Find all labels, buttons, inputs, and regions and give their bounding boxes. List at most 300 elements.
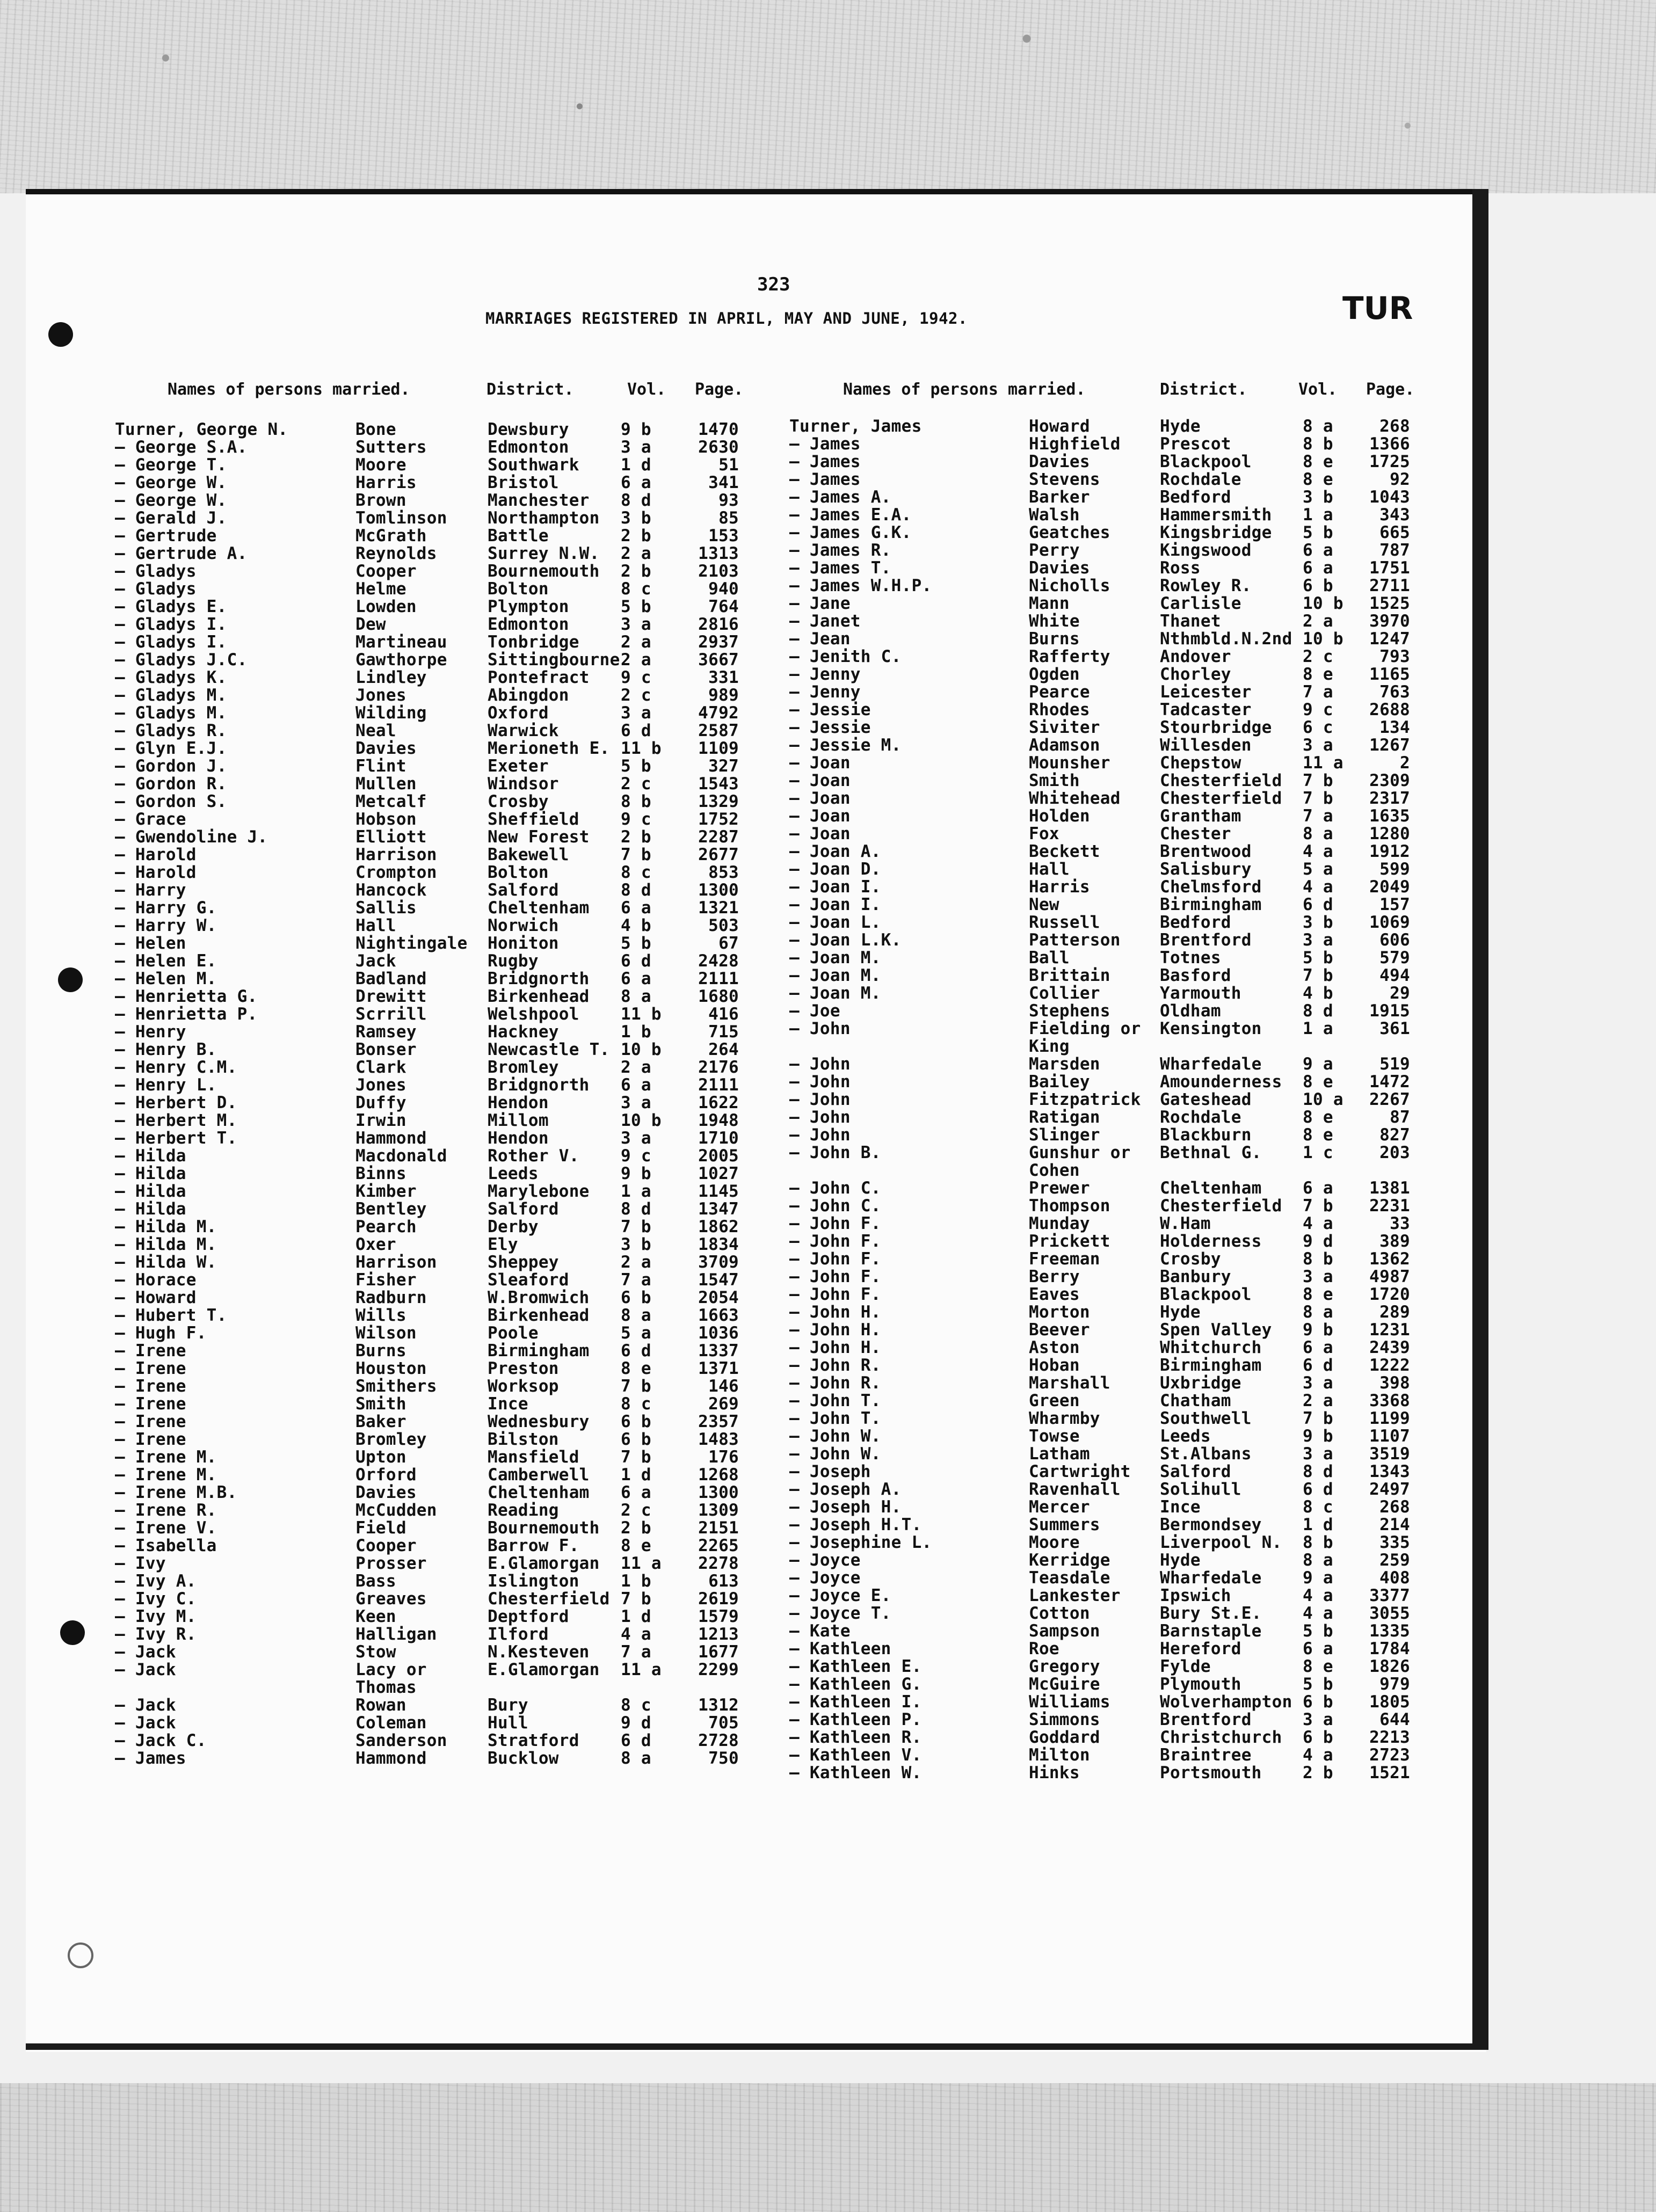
entry-volume: 3 a — [1303, 1267, 1333, 1286]
entry-given-name: — Jack — [115, 1660, 176, 1679]
entry-district: Mansfield — [488, 1447, 579, 1467]
entry-page: 644 — [1379, 1710, 1410, 1729]
register-entry — [0, 417, 1656, 434]
entry-volume: 6 a — [621, 969, 651, 988]
register-entry — [0, 1675, 1656, 1692]
entry-volume: 1 d — [1303, 1515, 1333, 1534]
entry-district: Marylebone — [488, 1182, 590, 1201]
register-entry — [0, 1391, 1656, 1409]
entry-page: 1862 — [698, 1217, 739, 1236]
entry-district: Sittingbourne — [488, 650, 620, 670]
entry-district: Rochdale — [1160, 1108, 1241, 1127]
entry-district: Hull — [488, 1713, 528, 1733]
entry-spouse-surname: Holden — [1029, 806, 1090, 826]
entry-district: Blackpool — [1160, 452, 1252, 471]
entry-given-name: — Henrietta G. — [115, 987, 258, 1006]
entry-volume: 10 b — [621, 1040, 662, 1059]
register-entry — [0, 806, 1656, 824]
entry-spouse-surname: Lindley — [355, 668, 427, 687]
entry-district: Solihull — [1160, 1480, 1241, 1499]
section-code: TUR — [1342, 290, 1413, 326]
entry-page: 87 — [1390, 1108, 1410, 1127]
entry-district: Reading — [488, 1501, 559, 1520]
entry-given-name: — Herbert M. — [115, 1111, 237, 1130]
entry-page: 153 — [708, 526, 739, 545]
entry-district: Hyde — [1160, 417, 1201, 436]
entry-volume: 6 a — [1303, 1178, 1333, 1198]
entry-given-name: — Ivy C. — [115, 1589, 197, 1609]
entry-volume: 9 d — [621, 1713, 651, 1733]
entry-page: 2317 — [1369, 789, 1410, 808]
page-number: 323 — [757, 274, 790, 295]
entry-volume: 8 e — [1303, 1285, 1333, 1304]
entry-spouse-surname: Rowan — [355, 1696, 406, 1715]
entry-spouse-surname: Harrison — [355, 1253, 437, 1272]
entry-district: Sheffield — [488, 810, 579, 829]
entry-spouse-surname: Pearch — [355, 1217, 417, 1236]
entry-given-name: — Jane — [789, 594, 851, 613]
entry-spouse-surname: Wharmby — [1029, 1409, 1100, 1428]
entry-given-name: — Helen E. — [115, 951, 217, 971]
register-entry — [0, 1356, 1656, 1373]
entry-given-name: — Harry — [115, 881, 186, 900]
entry-volume: 2 a — [1303, 1391, 1333, 1410]
entry-spouse-surname: Clark — [355, 1058, 406, 1077]
entry-volume: 2 a — [621, 1253, 651, 1272]
entry-district: Southwark — [488, 455, 579, 475]
entry-district: Dewsbury — [488, 420, 569, 439]
entry-given-name: — John — [789, 1090, 851, 1109]
entry-page: 203 — [1379, 1143, 1410, 1162]
register-entry — [0, 1143, 1656, 1161]
entry-given-name: — Kathleen P. — [789, 1710, 922, 1729]
register-entry — [0, 1409, 1656, 1427]
register-entry — [0, 771, 1656, 789]
entry-district: Bedford — [1160, 487, 1231, 507]
entry-page: 853 — [708, 863, 739, 882]
entry-page: 1543 — [698, 774, 739, 794]
entry-page: 67 — [718, 934, 739, 953]
entry-given-name: — Gladys E. — [115, 597, 227, 616]
entry-page: 1752 — [698, 810, 739, 829]
entry-page: 940 — [708, 579, 739, 599]
entry-volume: 7 a — [1303, 806, 1333, 826]
entry-volume: 3 a — [1303, 1444, 1333, 1464]
entry-page: 519 — [1379, 1054, 1410, 1074]
entry-volume: 8 a — [1303, 824, 1333, 843]
entry-district: Chester — [1160, 824, 1231, 843]
entry-spouse-surname: Morton — [1029, 1303, 1090, 1322]
header-names: Names of persons married. — [843, 380, 1086, 399]
entry-page: 1472 — [1369, 1072, 1410, 1092]
entry-district: Amounderness — [1160, 1072, 1282, 1092]
entry-volume: 9 b — [1303, 1427, 1333, 1446]
register-entry — [0, 1728, 1656, 1745]
entry-page: 2309 — [1369, 771, 1410, 790]
punch-hole — [48, 322, 73, 347]
entry-given-name: — John F. — [789, 1285, 881, 1304]
entry-given-name: — James — [789, 452, 861, 471]
entry-spouse-surname: Baker — [355, 1412, 406, 1431]
entry-volume: 8 e — [621, 1536, 651, 1555]
header-page: Page. — [1366, 380, 1415, 399]
entry-district: Leeds — [1160, 1427, 1211, 1446]
entry-page: 269 — [708, 1394, 739, 1414]
entry-volume: 3 b — [621, 508, 651, 528]
entry-volume: 4 a — [1303, 1745, 1333, 1765]
entry-spouse-surname: Lacy or — [355, 1660, 427, 1679]
entry-volume: 8 e — [1303, 452, 1333, 471]
entry-spouse-surname: Mercer — [1029, 1497, 1090, 1517]
entry-page: 1321 — [698, 898, 739, 918]
entry-volume: 7 b — [1303, 966, 1333, 985]
entry-given-name: — Joan — [789, 789, 851, 808]
entry-volume: 1 b — [621, 1571, 651, 1591]
entry-volume: 2 a — [621, 544, 651, 563]
entry-given-name: — Joyce E. — [789, 1586, 891, 1605]
entry-district: Oxford — [488, 703, 549, 723]
entry-district: Hammersmith — [1160, 505, 1272, 525]
entry-given-name: — John H. — [789, 1320, 881, 1340]
punch-hole — [68, 1942, 93, 1968]
entry-spouse-surname: Thomas — [355, 1678, 417, 1697]
entry-given-name: — John R. — [789, 1373, 881, 1393]
entry-district: Bedford — [1160, 913, 1231, 932]
entry-page: 579 — [1379, 948, 1410, 967]
entry-page: 979 — [1379, 1675, 1410, 1694]
entry-given-name: — James T. — [789, 558, 891, 578]
entry-given-name: — Kathleen R. — [789, 1728, 922, 1747]
entry-page: 92 — [1390, 470, 1410, 489]
entry-page: 2176 — [698, 1058, 739, 1077]
entry-district: Southwell — [1160, 1409, 1252, 1428]
register-entry — [0, 1303, 1656, 1320]
entry-spouse-surname: Cooper — [355, 1536, 417, 1555]
entry-volume: 8 c — [621, 579, 651, 599]
entry-district: Wednesbury — [488, 1412, 590, 1431]
entry-given-name: — John — [789, 1108, 851, 1127]
entry-district: Stratford — [488, 1731, 579, 1750]
register-entry — [0, 1692, 1656, 1710]
entry-given-name: — Joan — [789, 771, 851, 790]
entry-district: Bournemouth — [488, 1518, 600, 1538]
entry-volume: 6 d — [1303, 1480, 1333, 1499]
entry-volume: 4 a — [1303, 1604, 1333, 1623]
register-entry — [0, 612, 1656, 629]
entry-spouse-surname: Sampson — [1029, 1621, 1100, 1641]
entry-page: 1335 — [1369, 1621, 1410, 1641]
entry-spouse-surname: Fitzpatrick — [1029, 1090, 1141, 1109]
entry-spouse-surname: McGrath — [355, 526, 427, 545]
entry-page: 2103 — [698, 562, 739, 581]
register-entry — [0, 1037, 1656, 1054]
entry-volume: 3 a — [1303, 1373, 1333, 1393]
register-entry — [0, 1054, 1656, 1072]
entry-volume: 8 c — [1303, 1497, 1333, 1517]
entry-spouse-surname: Wilson — [355, 1323, 417, 1343]
entry-page: 2711 — [1369, 576, 1410, 595]
entry-volume: 6 a — [621, 473, 651, 492]
entry-given-name: — Jack C. — [115, 1731, 207, 1750]
entry-spouse-surname: Williams — [1029, 1692, 1110, 1712]
entry-page: 705 — [708, 1713, 739, 1733]
entry-district: Prescot — [1160, 434, 1231, 454]
entry-volume: 11 b — [621, 1005, 662, 1024]
entry-given-name: — Hilda W. — [115, 1253, 217, 1272]
entry-given-name: — Kathleen — [789, 1639, 891, 1658]
entry-page: 606 — [1379, 930, 1410, 950]
entry-volume: 7 a — [1303, 682, 1333, 702]
entry-spouse-surname: Prewer — [1029, 1178, 1090, 1198]
entry-district: Merioneth E. — [488, 739, 610, 758]
entry-volume: 1 a — [1303, 505, 1333, 525]
entry-district: Battle — [488, 526, 549, 545]
entry-page: 1347 — [698, 1199, 739, 1219]
entry-volume: 10 a — [1303, 1090, 1343, 1109]
register-entry — [0, 647, 1656, 665]
entry-page: 599 — [1379, 860, 1410, 879]
entry-page: 51 — [718, 455, 739, 475]
entry-given-name: — Henry B. — [115, 1040, 217, 1059]
entry-district: Pontefract — [488, 668, 590, 687]
register-entry — [0, 1586, 1656, 1604]
register-entry — [0, 1161, 1656, 1178]
entry-page: 1751 — [1369, 558, 1410, 578]
entry-given-name: — Joseph — [789, 1462, 871, 1481]
register-entry — [0, 1285, 1656, 1303]
entry-district: Ely — [488, 1235, 518, 1254]
entry-district: Bakewell — [488, 845, 569, 864]
entry-page: 1521 — [1369, 1763, 1410, 1782]
entry-district: Bucklow — [488, 1749, 559, 1768]
entry-spouse-surname: Stephens — [1029, 1001, 1110, 1021]
entry-spouse-surname: Geatches — [1029, 523, 1110, 542]
entry-page: 408 — [1379, 1568, 1410, 1588]
entry-given-name: — Joyce T. — [789, 1604, 891, 1623]
entry-district: Chepstow — [1160, 753, 1241, 773]
entry-district: Sheppey — [488, 1253, 559, 1272]
entry-volume: 7 b — [621, 1217, 651, 1236]
entry-spouse-surname: Ravenhall — [1029, 1480, 1121, 1499]
entry-district: Tonbridge — [488, 632, 579, 652]
entry-page: 1912 — [1369, 842, 1410, 861]
entry-page: 3667 — [698, 650, 739, 670]
entry-page: 1470 — [698, 420, 739, 439]
entry-district: Northampton — [488, 508, 600, 528]
entry-district: Leicester — [1160, 682, 1252, 702]
entry-given-name: — Kathleen E. — [789, 1657, 922, 1676]
entry-given-name: — John — [789, 1019, 851, 1038]
entry-given-name: — Joan — [789, 753, 851, 773]
entry-spouse-surname: Bentley — [355, 1199, 427, 1219]
entry-given-name: — James A. — [789, 487, 891, 507]
entry-district: Brentford — [1160, 1710, 1252, 1729]
entry-given-name: — Gladys I. — [115, 615, 227, 634]
entry-page: 1805 — [1369, 1692, 1410, 1712]
entry-page: 1547 — [698, 1270, 739, 1290]
register-entry — [0, 1427, 1656, 1444]
entry-spouse-surname: Brittain — [1029, 966, 1110, 985]
entry-district: Sleaford — [488, 1270, 569, 1290]
register-entry — [0, 966, 1656, 984]
entry-page: 2287 — [698, 827, 739, 847]
entry-volume: 4 b — [1303, 984, 1333, 1003]
entry-district: Edmonton — [488, 438, 569, 457]
register-entry — [0, 1639, 1656, 1657]
entry-page: 1107 — [1369, 1427, 1410, 1446]
entry-spouse-surname: Goddard — [1029, 1728, 1100, 1747]
entry-district: Bromley — [488, 1058, 559, 1077]
entry-spouse-surname: Smithers — [355, 1377, 437, 1396]
entry-district: Chesterfield — [1160, 771, 1282, 790]
entry-spouse-surname: Helme — [355, 579, 406, 599]
entry-volume: 1 d — [621, 1465, 651, 1485]
entry-district: Thanet — [1160, 612, 1221, 631]
entry-volume: 9 c — [621, 810, 651, 829]
entry-spouse-surname: Walsh — [1029, 505, 1080, 525]
entry-given-name: — Irene M.B. — [115, 1483, 237, 1502]
entry-given-name: — John F. — [789, 1267, 881, 1286]
entry-volume: 9 b — [621, 420, 651, 439]
entry-spouse-surname: Field — [355, 1518, 406, 1538]
entry-volume: 6 d — [621, 951, 651, 971]
entry-given-name: — George W. — [115, 491, 227, 510]
entry-spouse-surname: Davies — [355, 1483, 417, 1502]
entry-page: 2267 — [1369, 1090, 1410, 1109]
entry-district: Hackney — [488, 1022, 559, 1042]
entry-page: 176 — [708, 1447, 739, 1467]
entry-volume: 5 b — [1303, 948, 1333, 967]
entry-spouse-surname: Rhodes — [1029, 700, 1090, 719]
entry-given-name: — James — [789, 470, 861, 489]
entry-district: Kingswood — [1160, 541, 1252, 560]
entry-volume: 1 a — [621, 1182, 651, 1201]
entry-given-name: — John B. — [789, 1143, 881, 1162]
entry-given-name: — Joan M. — [789, 948, 881, 967]
entry-spouse-surname: Irwin — [355, 1111, 406, 1130]
entry-page: 494 — [1379, 966, 1410, 985]
entry-district: Chelmsford — [1160, 877, 1262, 897]
entry-volume: 8 a — [621, 1749, 651, 1768]
entry-volume: 7 b — [1303, 771, 1333, 790]
entry-spouse-surname: Cohen — [1029, 1161, 1080, 1180]
entry-volume: 6 b — [621, 1412, 651, 1431]
entry-volume: 8 a — [621, 987, 651, 1006]
header-names: Names of persons married. — [168, 380, 410, 399]
entry-spouse-surname: Munday — [1029, 1214, 1090, 1233]
register-entry — [0, 1621, 1656, 1639]
entry-spouse-surname: Marsden — [1029, 1054, 1100, 1074]
entry-spouse-surname: Halligan — [355, 1625, 437, 1644]
entry-district: Millom — [488, 1111, 549, 1130]
entry-district: Wharfedale — [1160, 1568, 1262, 1588]
entry-volume: 6 d — [1303, 895, 1333, 914]
entry-volume: 4 a — [1303, 877, 1333, 897]
entry-district: Welshpool — [488, 1005, 579, 1024]
entry-given-name: — Irene M. — [115, 1447, 217, 1467]
entry-given-name: — Grace — [115, 810, 186, 829]
entry-district: Hyde — [1160, 1303, 1201, 1322]
entry-volume: 5 b — [1303, 1621, 1333, 1641]
entry-district: Plymouth — [1160, 1675, 1241, 1694]
entry-spouse-surname: Jones — [355, 1075, 406, 1095]
entry-volume: 6 a — [1303, 558, 1333, 578]
register-entry — [0, 1267, 1656, 1285]
entry-page: 2428 — [698, 951, 739, 971]
entry-page: 613 — [708, 1571, 739, 1591]
entry-given-name: — James W.H.P. — [789, 576, 932, 595]
entry-given-name: — Helen M. — [115, 969, 217, 988]
entry-district: Hereford — [1160, 1639, 1241, 1658]
entry-page: 2049 — [1369, 877, 1410, 897]
entry-page: 2937 — [698, 632, 739, 652]
entry-given-name: — Hilda — [115, 1146, 186, 1166]
entry-given-name: — Kathleen I. — [789, 1692, 922, 1712]
entry-page: 1915 — [1369, 1001, 1410, 1021]
entry-page: 4987 — [1369, 1267, 1410, 1286]
entry-district: Spen Valley — [1160, 1320, 1272, 1340]
entry-spouse-surname: Elliott — [355, 827, 427, 847]
entry-given-name: — Gordon J. — [115, 756, 227, 776]
entry-spouse-surname: Kerridge — [1029, 1551, 1110, 1570]
entry-volume: 7 b — [621, 1589, 651, 1609]
entry-district: E.Glamorgan — [488, 1554, 600, 1573]
register-entry — [0, 1338, 1656, 1356]
entry-spouse-surname: Prosser — [355, 1554, 427, 1573]
entry-volume: 8 d — [621, 881, 651, 900]
entry-district: Ross — [1160, 558, 1201, 578]
register-entry — [0, 1108, 1656, 1125]
entry-spouse-surname: Hinks — [1029, 1763, 1080, 1782]
entry-district: Grantham — [1160, 806, 1241, 826]
entry-volume: 6 a — [1303, 1338, 1333, 1357]
entry-spouse-surname: Roe — [1029, 1639, 1059, 1658]
entry-given-name: — Jenny — [789, 665, 861, 684]
entry-volume: 8 d — [621, 1199, 651, 1219]
entry-given-name: — Ivy M. — [115, 1607, 197, 1626]
entry-given-name: — John — [789, 1072, 851, 1092]
entry-given-name: — Helen — [115, 934, 186, 953]
entry-page: 764 — [708, 597, 739, 616]
entry-volume: 6 a — [1303, 1639, 1333, 1658]
entry-district: Bury — [488, 1696, 528, 1715]
entry-spouse-surname: Summers — [1029, 1515, 1100, 1534]
entry-district: Ince — [488, 1394, 528, 1414]
entry-volume: 2 c — [621, 1501, 651, 1520]
entry-volume: 2 c — [1303, 647, 1333, 666]
entry-district: Totnes — [1160, 948, 1221, 967]
register-entry — [0, 594, 1656, 612]
entry-district: Rother V. — [488, 1146, 579, 1166]
entry-district: Christchurch — [1160, 1728, 1282, 1747]
entry-volume: 3 a — [1303, 930, 1333, 950]
entry-district: Liverpool N. — [1160, 1533, 1282, 1552]
entry-spouse-surname: Mullen — [355, 774, 417, 794]
register-entry — [0, 629, 1656, 647]
header-vol: Vol. — [627, 380, 666, 399]
entry-district: Cheltenham — [488, 1483, 590, 1502]
entry-page: 1834 — [698, 1235, 739, 1254]
entry-page: 2265 — [698, 1536, 739, 1555]
entry-volume: 5 a — [1303, 860, 1333, 879]
register-entry — [0, 1551, 1656, 1568]
entry-district: Hendon — [488, 1093, 549, 1112]
register-entry — [0, 895, 1656, 913]
entry-volume: 9 c — [1303, 700, 1333, 719]
entry-page: 335 — [1379, 1533, 1410, 1552]
register-entry — [0, 1249, 1656, 1267]
entry-volume: 3 b — [1303, 913, 1333, 932]
